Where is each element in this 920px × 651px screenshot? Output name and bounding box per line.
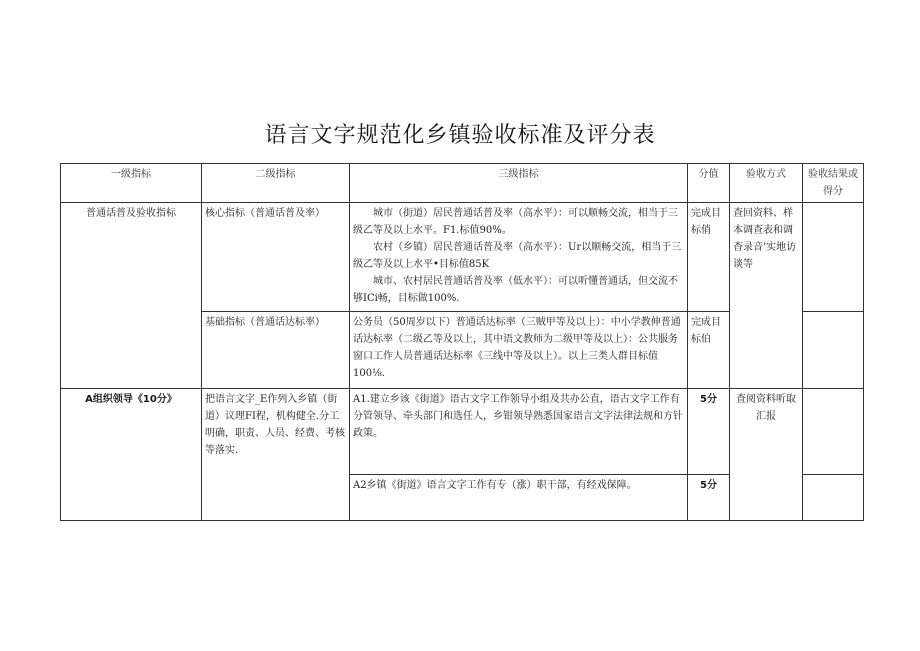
- cell-score-core: 完成目标俏: [688, 203, 730, 312]
- cell-level1-putonghua: 普通话普及验收指标: [61, 203, 202, 389]
- cell-level3-a2: A2乡镇《街道》语言文字工作有专（涨）职干部，有经戏保障。: [350, 475, 688, 521]
- table-row: [61, 389, 864, 475]
- cell-level3-basic: 公务员（50周岁以下）普通话达标率（三贼甲等及以上）：中小学教伸普通话达标率（二级乙等及以上，其中语文教师为二级甲等及以上）：公共服务窗口工作人员普通话达标率《三线中等及以上）。以上三类人群目标值100⅛.: [350, 312, 688, 389]
- cell-level2-basic: 基础指标（普通话达标率）: [202, 312, 350, 389]
- header-result: 验收结果或得分: [803, 164, 864, 203]
- cell-result-a1: [803, 389, 864, 475]
- core-item-low: 城市、农村居民普通话普及率（低水平）：可以听懂普通话，但交流不够ICi畅，目标做100%.: [353, 276, 678, 304]
- cell-score-a2: 5分: [688, 475, 730, 521]
- header-method: 验收方式: [730, 164, 803, 203]
- cell-score-basic: 完成目标伯: [688, 312, 730, 389]
- cell-level3-core: [350, 203, 688, 312]
- core-item-city: 城市（街道）居民普通话普及率（高水平）：可以顺畅交流，相当于三级乙等及以上水平。F1.标值90%。: [353, 208, 678, 236]
- cell-score-a1: 5分: [688, 389, 730, 475]
- cell-level1-org: A组织领导《10分》: [61, 389, 202, 521]
- cell-level2-core: 核心指标（普通话普及率）: [202, 203, 350, 312]
- header-level3: 三级指标: [350, 164, 688, 203]
- cell-result-a2: [803, 475, 864, 521]
- cell-method-putonghua: 查回资料、样本调查表和调杳录音’实地访谈等: [730, 203, 803, 389]
- evaluation-table: [60, 163, 864, 521]
- table-row: [61, 203, 864, 312]
- cell-level2-org: 把语言文字_E作列入乡镇（街道）议理FI程，机构健全.分工明确，职责、人员、经费、考核等落实.: [202, 389, 350, 521]
- header-level1: 一级指标: [61, 164, 202, 203]
- cell-method-org: 査阅资料听取汇报: [730, 389, 803, 521]
- table-header-row: [61, 164, 864, 203]
- header-score: 分值: [688, 164, 730, 203]
- cell-level3-a1: A1.建立乡该《街道》语古文字工作领导小组及共办公直，语古文字工作有分管领导、牵头部门和选任人，乡钳领导熟悉国家语言文字法律法规和方针政策。: [350, 389, 688, 475]
- core-item-rural: 农村（乡镇）居民普通话普及率（高水平）：Ur以顺畅交流，相当于三级乙等及以上水平•目标值85K: [353, 242, 682, 270]
- cell-result-basic: [803, 312, 864, 389]
- page-title: 语言文字规范化乡镇验收标准及评分表: [264, 123, 656, 148]
- cell-result-core: [803, 203, 864, 312]
- header-level2: 二级指标: [202, 164, 350, 203]
